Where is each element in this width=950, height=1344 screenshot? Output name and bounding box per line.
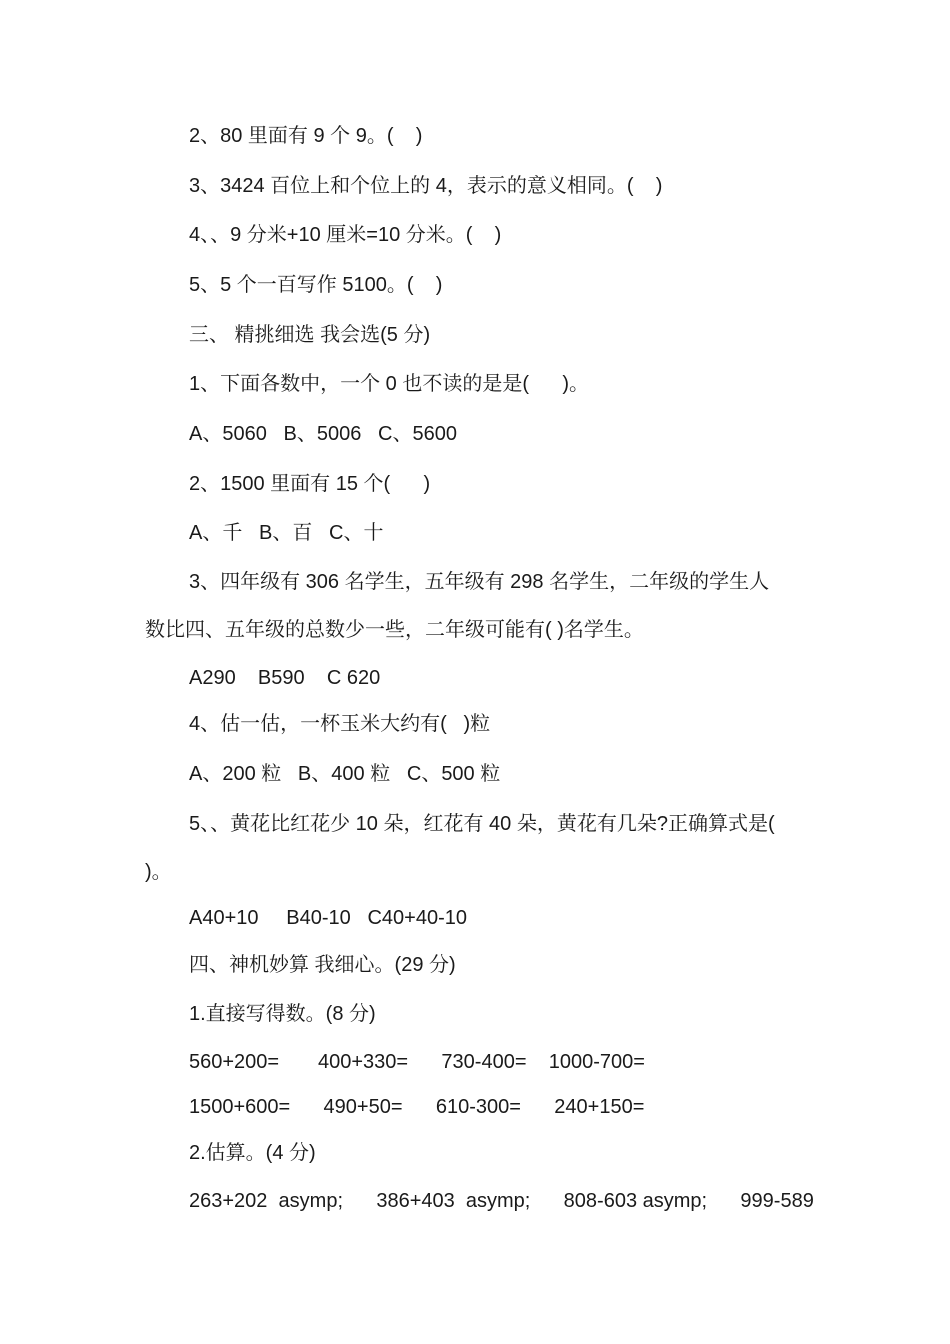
- question-choice-1-options: A、5060 B、5006 C、5600: [189, 423, 457, 445]
- question-true-false-2: 2、80 里面有 9 个 9。( ): [189, 125, 423, 147]
- section-4-heading: 四、神机妙算 我细心。(29 分): [189, 954, 456, 976]
- question-true-false-5: 5、5 个一百写作 5100。( ): [189, 274, 443, 296]
- question-choice-3-continued: 数比四、五年级的总数少一些，二年级可能有( )名学生。: [145, 619, 644, 641]
- calculation-row-1: 560+200= 400+330= 730-400= 1000-700=: [189, 1051, 645, 1073]
- question-choice-2-options: A、千 B、百 C、十: [189, 522, 384, 544]
- question-choice-2: 2、1500 里面有 15 个( ): [189, 473, 431, 495]
- calculation-row-2: 1500+600= 490+50= 610-300= 240+150=: [189, 1096, 645, 1118]
- section-3-heading: 三、 精挑细选 我会选(5 分): [189, 324, 431, 346]
- question-choice-5-options: A40+10 B40-10 C40+40-10: [189, 907, 467, 929]
- question-choice-5: 5、、黄花比红花少 10 朵，红花有 40 朵，黄花有几朵?正确算式是(: [189, 813, 775, 835]
- estimation-row-1: 263+202 asymp; 386+403 asymp; 808-603 asymp; 999-589: [189, 1190, 814, 1212]
- question-choice-3-options: A290 B590 C 620: [189, 667, 381, 689]
- subsection-estimation: 2.估算。(4 分): [189, 1142, 316, 1164]
- question-choice-4: 4、估一估，一杯玉米大约有( )粒: [189, 713, 491, 735]
- question-choice-3: 3、四年级有 306 名学生，五年级有 298 名学生，二年级的学生人: [189, 571, 770, 593]
- question-choice-4-options: A、200 粒 B、400 粒 C、500 粒: [189, 763, 501, 785]
- question-true-false-4: 4、、9 分米+10 厘米=10 分米。( ): [189, 224, 502, 246]
- question-true-false-3: 3、3424 百位上和个位上的 4，表示的意义相同。( ): [189, 175, 663, 197]
- question-choice-5-continued: )。: [145, 861, 172, 883]
- question-choice-1: 1、下面各数中，一个 0 也不读的是是( )。: [189, 373, 590, 395]
- subsection-direct-calculation: 1.直接写得数。(8 分): [189, 1003, 376, 1025]
